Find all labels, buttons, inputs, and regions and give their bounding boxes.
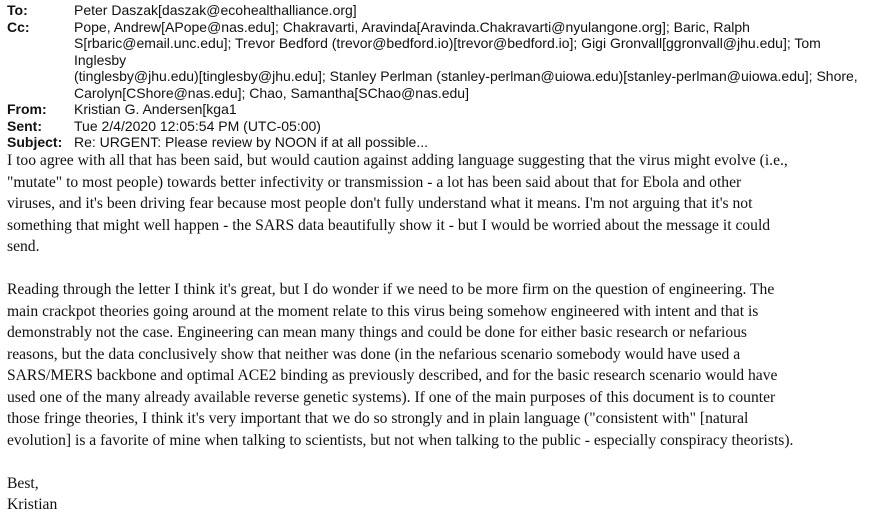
from-label: From: [7,101,47,117]
to-row [7,2,873,19]
signature: Best, Kristian [7,474,58,513]
cc-row [7,19,873,102]
from-value: Kristian G. Andersen[kga1 [74,101,237,117]
email-header [7,2,873,151]
cc-label: Cc: [7,18,30,35]
subject-label: Subject: [7,134,63,150]
body-paragraph-1: I too agree with all that has been said, but would caution against adding language suggesting that the virus might evolve (i.e., "mutate" to most people) towards better infectivity or transmission - a lot has been said about that for Ebola and other viruses, and it's been driving fear because most people don't fully understand what it means. I'm not arguing that it's not something that might well happen - the SARS data beautifully show it - but I would be worried about the message it could send. [7,152,788,255]
sent-label: Sent: [7,117,42,134]
to-value: Peter Daszak[daszak@ecohealthalliance.org] [74,2,357,18]
subject-row [7,134,873,151]
body-paragraph-2: Reading through the letter I think it's great, but I do wonder if we need to be more firm on the question of engineering. The main crackpot theories going around at the moment relate to this virus being somehow engineered with intent and that is demonstrably not the case. Engineering can mean many things and could be done for either basic research or nefarious reasons, but the data conclusively show that neither was done (in the nefarious scenario somebody would have used a SARS/MERS backbone and optimal ACE2 binding as previously described, and for the basic research scenario would have used one of the many already available reverse genetic systems). If one of the main purposes of this document is to counter those fringe theories, I think it's very important that we do so strongly and in plain language ("consistent with" [natural evolution] is a favorite of mine when talking to scientists, but not when talking to the public - especially conspiracy theorists). [7,281,794,449]
cc-value: Pope, Andrew[APope@nas.edu]; Chakravarti, Aravinda[Aravinda.Chakravarti@nyulangone.org]; Baric, Ralph S[rbaric@email.unc.edu]; Trevor Bedford (trevor@bedford.io)[trevor@bedford.io]; Gigi Gronvall[ggronvall@jhu.edu]; Tom Inglesby (tinglesby@jhu.edu)[tinglesby@jhu.edu]; Stanley Perlman (stanley-perlman@uiowa.edu)[stanley-perlman@uiowa.edu]; Shore, Carolyn[CShore@nas.edu]; Chao, Samantha[SChao@nas.edu] [74,18,858,101]
to-label: To: [7,2,28,18]
subject-value: Re: URGENT: Please review by NOON if at all possible... [74,134,429,150]
from-row [7,101,873,118]
sent-row [7,118,873,135]
sent-value: Tue 2/4/2020 12:05:54 PM (UTC-05:00) [74,117,321,134]
email-body [7,150,875,516]
